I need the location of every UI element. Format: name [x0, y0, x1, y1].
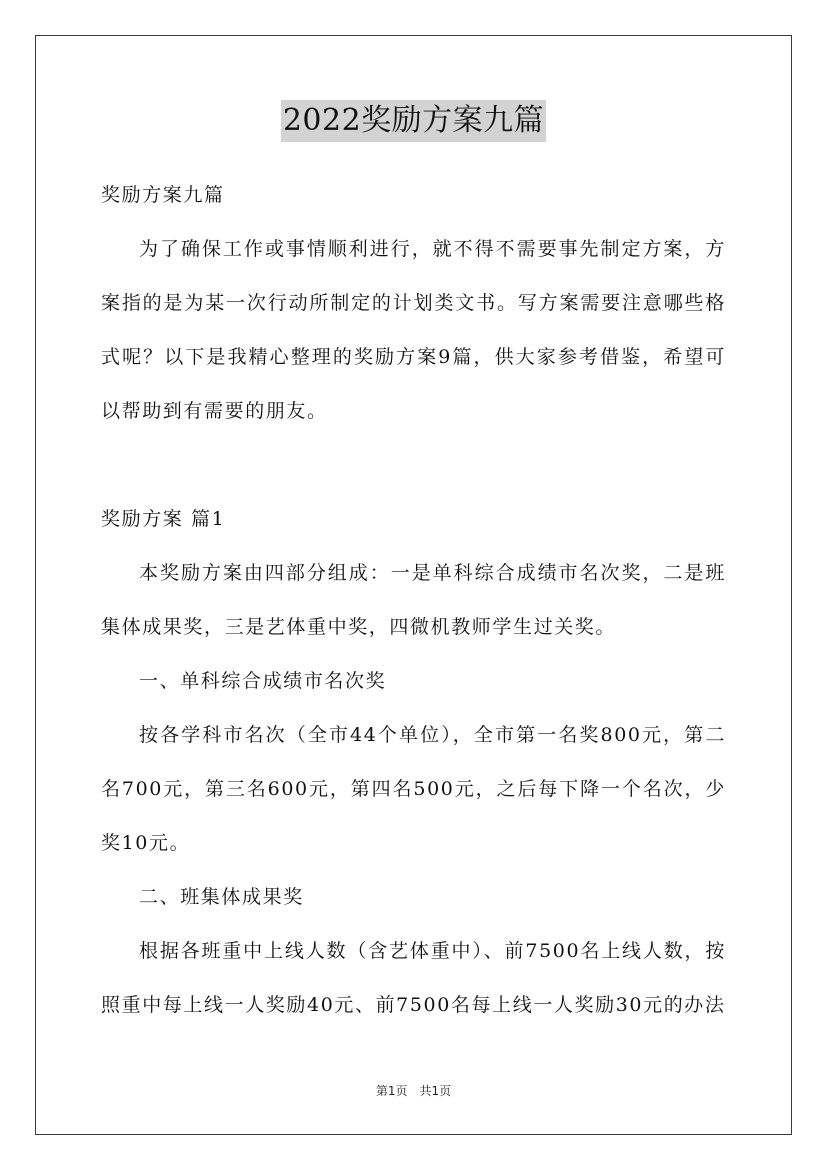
subsection-heading: 一、单科综合成绩市名次奖 — [139, 670, 387, 692]
body-paragraph: 根据各班重中上线人数（含艺体重中）、前7500名上线人数，按照重中每上线一人奖励40元、前7500名每上线一人奖励30元的办法 — [101, 940, 726, 1016]
page-number: 第1页 — [375, 1084, 408, 1098]
body-paragraph: 本奖励方案由四部分组成：一是单科综合成绩市名次奖，二是班集体成果奖，三是艺体重中奖，四微机教师学生过关奖。 — [101, 562, 726, 638]
document-body — [101, 168, 726, 1032]
intro-paragraph: 为了确保工作或事情顺利进行，就不得不需要事先制定方案，方案指的是为某一次行动所制定的计划类文书。写方案需要注意哪些格式呢？以下是我精心整理的奖励方案9篇，供大家参考借鉴，希望可以帮助到有需要的朋友。 — [101, 238, 726, 422]
total-pages: 共1页 — [419, 1084, 452, 1098]
title-container — [0, 100, 827, 142]
paragraph-spacer — [101, 438, 726, 492]
section-heading: 奖励方案九篇 — [101, 184, 225, 206]
section-heading: 奖励方案 篇1 — [101, 508, 226, 530]
page-footer — [0, 1083, 827, 1099]
document-title: 2022奖励方案九篇 — [281, 100, 546, 142]
body-paragraph: 按各学科市名次（全市44个单位），全市第一名奖800元，第二名700元，第三名600元，第四名500元，之后每下降一个名次，少奖10元。 — [101, 724, 726, 854]
subsection-heading: 二、班集体成果奖 — [139, 886, 304, 908]
